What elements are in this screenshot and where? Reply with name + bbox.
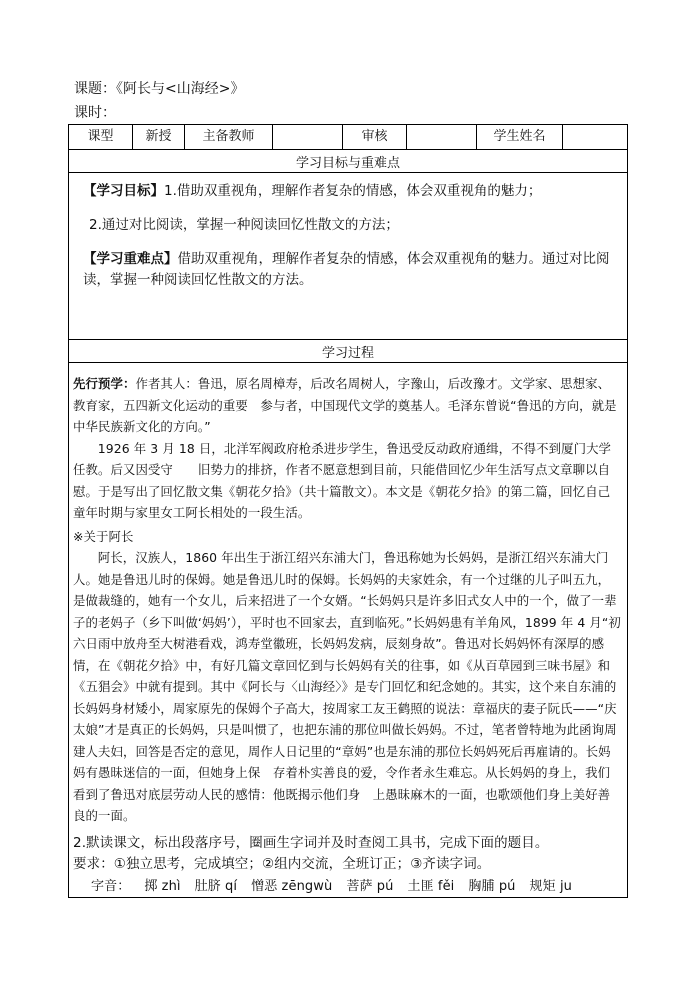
requirement: 要求：①独立思考，完成填空；②组内交流，全班订正；③齐读字词。 xyxy=(73,856,491,872)
preview-text: 作者其人：鲁迅，原名周樟寿，后改名周树人，字豫山，后改豫才。文学家、思想家、教育家，五四新文化运动的重要 参与者，中国现代文学的奠基人。毛泽东曾说“鲁迅的方向，就是中华民族新文化的方向。” xyxy=(73,376,617,434)
goal-tag: 【学习目标】 xyxy=(83,183,164,199)
student-label: 学生姓名 xyxy=(477,125,563,150)
background-paragraph: 1926 年 3 月 18 日，北洋军阀政府枪杀进步学生，鲁迅受反动政府通缉，不得不到厦门大学任教。后又因受守 旧势力的排挤，作者不愿意想到目前，只能借回忆少年生活写点文章聊以自慰。于是写出了回忆散文集《朝花夕拾》（共十篇散文）。本文是《朝花夕拾》的第二篇，回忆自己童年时期与家里女工阿长相处的一段生活。 xyxy=(73,440,612,520)
process-section xyxy=(69,363,628,898)
chars-label: 字音： xyxy=(91,878,131,894)
key-tag: 【学习重难点】 xyxy=(83,251,178,267)
review-label: 审核 xyxy=(343,125,407,150)
char-item: 菩萨 pú xyxy=(346,878,394,894)
char-item: 肚脐 qí xyxy=(194,878,238,894)
key-points xyxy=(69,249,627,291)
student-value[interactable] xyxy=(563,125,628,150)
about-title: ※关于阿长 xyxy=(73,528,134,544)
char-pronunciation-row xyxy=(69,876,627,898)
char-item: 土匪 fěi xyxy=(407,878,455,894)
teacher-value[interactable] xyxy=(273,125,343,150)
meta-row xyxy=(69,125,628,150)
type-value: 新授 xyxy=(133,125,185,150)
char-item: 胸脯 pú xyxy=(468,878,516,894)
key-points-text: 借助双重视角，理解作者复杂的情感，体会双重视角的魅力。通过对比阅读，掌握一种阅读回忆性散文的方法。 xyxy=(83,251,610,288)
preview-tag: 先行预学： xyxy=(73,376,136,391)
char-item: 规矩 ju xyxy=(529,878,572,894)
goal-2: 2.通过对比阅读，掌握一种阅读回忆性散文的方法； xyxy=(89,217,399,233)
about-paragraph: 阿长，汉族人，1860 年出生于浙江绍兴东浦大门，鲁迅称她为长妈妈，是浙江绍兴东浦大门人。她是鲁迅儿时的保姆。她是鲁迅儿时的保姆。长妈妈的夫家姓余，有一个过继的儿子叫五九，是做裁缝的，她有一个女儿，后来招进了一个女婿。“长妈妈只是许多旧式女人中的一个，做了一辈子的老妈子（乡下叫做‘妈妈’），平时也不回家去，直到临死。”长妈妈患有羊角风，1899 年 4 月“初六日雨中放舟至大树港看戏，鸿寿堂徽班，长妈妈发病，辰刻身故”。鲁迅对长妈妈怀有深厚的感情，在《朝花夕拾》中，有好几篇文章回忆到与长妈妈有关的往事，如《从百草园到三味书屋》和《五猖会》中就有提到。其中《阿长与〈山海经〉》是专门回忆和纪念她的。其实，这个来自东浦的长妈妈身材矮小，周家原先的保姆个子高大，按周家工友王鹤照的说法：章福庆的妻子阮氏——“庆太娘”才是真正的长妈妈，只是叫惯了，也把东浦的那位叫做长妈妈。不过，笔者曾特地为此函询周建人夫妇，回答是否定的意见，周作人日记里的“章妈”也是东浦的那位长妈妈死后再雇请的。长妈妈有愚昧迷信的一面，但她身上保 存着朴实善良的爱，令作者永生难忘。从长妈妈的身上，我们看到了鲁迅对底层劳动人民的感情：他既揭示他们身 上愚昧麻木的一面，也歌颂他们身上美好善良的一面。 xyxy=(73,550,621,823)
char-item: 掷 zhì xyxy=(144,878,181,894)
process-section-title: 学习过程 xyxy=(69,340,628,363)
course-title: 课题：《阿长与<山海经>》 xyxy=(74,81,245,97)
step-2: 2.默读课文，标出段落序号，圈画生字词并及时查阅工具书，完成下面的题目。 xyxy=(73,834,549,851)
review-value[interactable] xyxy=(407,125,477,150)
goals-section xyxy=(69,173,628,340)
teacher-label: 主备教师 xyxy=(185,125,273,150)
goals-section-title: 学习目标与重难点 xyxy=(69,150,628,173)
lesson-table xyxy=(68,124,628,898)
preview-paragraph xyxy=(69,363,627,438)
class-hours-label: 课时： xyxy=(74,105,116,121)
type-label: 课型 xyxy=(69,125,133,150)
char-item: 憎恶 zēngwù xyxy=(251,878,333,894)
goal-1-text: 1.借助双重视角，理解作者复杂的情感，体会双重视角的魅力； xyxy=(164,183,542,199)
goal-1 xyxy=(69,181,627,202)
